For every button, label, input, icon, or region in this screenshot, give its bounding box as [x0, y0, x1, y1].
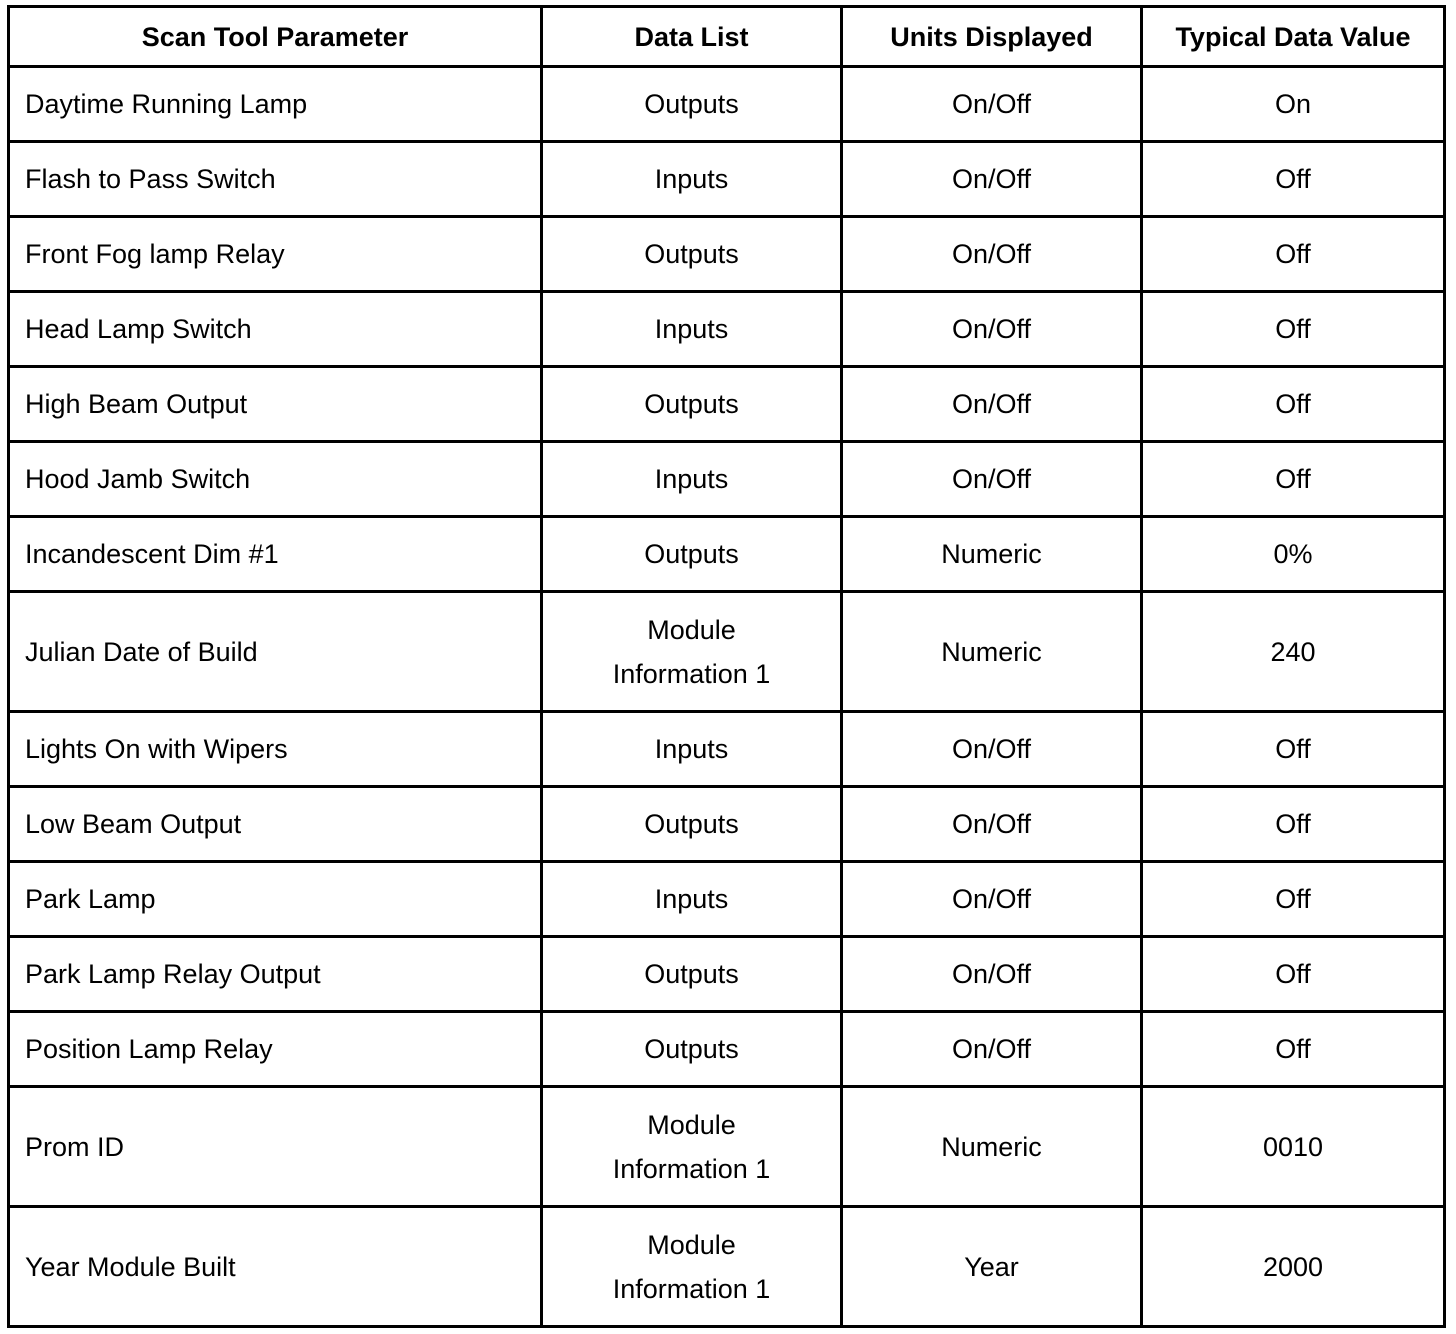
cell-typical-data-value: Off	[1142, 442, 1445, 517]
cell-units-displayed: On/Off	[842, 862, 1142, 937]
header-scan-tool-parameter: Scan Tool Parameter	[9, 7, 542, 67]
cell-scan-tool-parameter: Park Lamp Relay Output	[9, 937, 542, 1012]
cell-typical-data-value: 0010	[1142, 1087, 1445, 1207]
cell-typical-data-value: Off	[1142, 217, 1445, 292]
cell-typical-data-value: Off	[1142, 292, 1445, 367]
cell-units-displayed: On/Off	[842, 712, 1142, 787]
header-typical-data-value: Typical Data Value	[1142, 7, 1445, 67]
cell-data-list	[542, 1087, 842, 1207]
cell-typical-data-value: Off	[1142, 142, 1445, 217]
cell-data-list	[542, 1207, 842, 1327]
cell-units-displayed: On/Off	[842, 292, 1142, 367]
table-row	[9, 1207, 1445, 1327]
cell-units-displayed: Numeric	[842, 517, 1142, 592]
cell-scan-tool-parameter: Year Module Built	[9, 1207, 542, 1327]
cell-scan-tool-parameter: Low Beam Output	[9, 787, 542, 862]
cell-scan-tool-parameter: Prom ID	[9, 1087, 542, 1207]
cell-data-list	[542, 217, 842, 292]
data-list-line: Outputs	[644, 809, 739, 839]
table-row	[9, 517, 1445, 592]
data-list-line: Inputs	[654, 464, 729, 494]
table-row	[9, 937, 1445, 1012]
cell-units-displayed: On/Off	[842, 787, 1142, 862]
cell-scan-tool-parameter: Front Fog lamp Relay	[9, 217, 542, 292]
cell-scan-tool-parameter: Flash to Pass Switch	[9, 142, 542, 217]
cell-data-list	[542, 787, 842, 862]
data-list-line: Outputs	[644, 539, 739, 569]
cell-units-displayed: Numeric	[842, 592, 1142, 712]
cell-units-displayed: On/Off	[842, 1012, 1142, 1087]
cell-scan-tool-parameter: High Beam Output	[9, 367, 542, 442]
cell-scan-tool-parameter: Position Lamp Relay	[9, 1012, 542, 1087]
table-row	[9, 592, 1445, 712]
cell-typical-data-value: Off	[1142, 862, 1445, 937]
cell-units-displayed: On/Off	[842, 217, 1142, 292]
cell-typical-data-value: Off	[1142, 787, 1445, 862]
cell-scan-tool-parameter: Head Lamp Switch	[9, 292, 542, 367]
cell-typical-data-value: Off	[1142, 1012, 1445, 1087]
cell-typical-data-value: On	[1142, 67, 1445, 142]
cell-units-displayed: On/Off	[842, 67, 1142, 142]
cell-typical-data-value: 2000	[1142, 1207, 1445, 1327]
cell-data-list	[542, 442, 842, 517]
table-row	[9, 1012, 1445, 1087]
cell-typical-data-value: 240	[1142, 592, 1445, 712]
table-row	[9, 142, 1445, 217]
cell-typical-data-value: 0%	[1142, 517, 1445, 592]
cell-scan-tool-parameter: Park Lamp	[9, 862, 542, 937]
cell-units-displayed: On/Off	[842, 442, 1142, 517]
data-list-line: Outputs	[644, 959, 739, 989]
cell-scan-tool-parameter: Lights On with Wipers	[9, 712, 542, 787]
table-row	[9, 442, 1445, 517]
cell-scan-tool-parameter: Julian Date of Build	[9, 592, 542, 712]
table-body	[9, 67, 1445, 1327]
data-list-line: Module	[647, 1109, 736, 1140]
header-units-displayed: Units Displayed	[842, 7, 1142, 67]
data-list-line: Outputs	[644, 1034, 739, 1064]
data-list-line: Inputs	[654, 734, 729, 764]
cell-data-list	[542, 142, 842, 217]
data-list-line: Information 1	[612, 658, 771, 689]
cell-scan-tool-parameter: Hood Jamb Switch	[9, 442, 542, 517]
cell-data-list	[542, 367, 842, 442]
cell-data-list	[542, 862, 842, 937]
cell-data-list	[542, 67, 842, 142]
cell-units-displayed: On/Off	[842, 367, 1142, 442]
cell-data-list	[542, 937, 842, 1012]
cell-typical-data-value: Off	[1142, 712, 1445, 787]
data-list-line: Module	[647, 614, 736, 645]
table-header-row	[9, 7, 1445, 67]
table-row	[9, 67, 1445, 142]
table-row	[9, 367, 1445, 442]
cell-units-displayed: Numeric	[842, 1087, 1142, 1207]
cell-units-displayed: On/Off	[842, 142, 1142, 217]
data-list-line: Inputs	[654, 164, 729, 194]
cell-data-list	[542, 292, 842, 367]
data-list-line: Outputs	[644, 389, 739, 419]
cell-typical-data-value: Off	[1142, 367, 1445, 442]
table-row	[9, 217, 1445, 292]
data-list-line: Information 1	[612, 1153, 771, 1184]
cell-data-list	[542, 517, 842, 592]
cell-data-list	[542, 712, 842, 787]
data-list-line: Information 1	[612, 1273, 771, 1304]
data-list-line: Outputs	[644, 89, 739, 119]
table-row	[9, 862, 1445, 937]
data-list-line: Inputs	[654, 884, 729, 914]
table-row	[9, 787, 1445, 862]
table-row	[9, 1087, 1445, 1207]
table-row	[9, 712, 1445, 787]
data-list-line: Outputs	[644, 239, 739, 269]
cell-units-displayed: Year	[842, 1207, 1142, 1327]
data-list-line: Module	[647, 1229, 736, 1260]
cell-units-displayed: On/Off	[842, 937, 1142, 1012]
header-data-list: Data List	[542, 7, 842, 67]
cell-data-list	[542, 592, 842, 712]
scan-tool-data-table	[7, 5, 1446, 1328]
cell-typical-data-value: Off	[1142, 937, 1445, 1012]
data-list-line: Inputs	[654, 314, 729, 344]
cell-scan-tool-parameter: Incandescent Dim #1	[9, 517, 542, 592]
table-row	[9, 292, 1445, 367]
cell-data-list	[542, 1012, 842, 1087]
cell-scan-tool-parameter: Daytime Running Lamp	[9, 67, 542, 142]
